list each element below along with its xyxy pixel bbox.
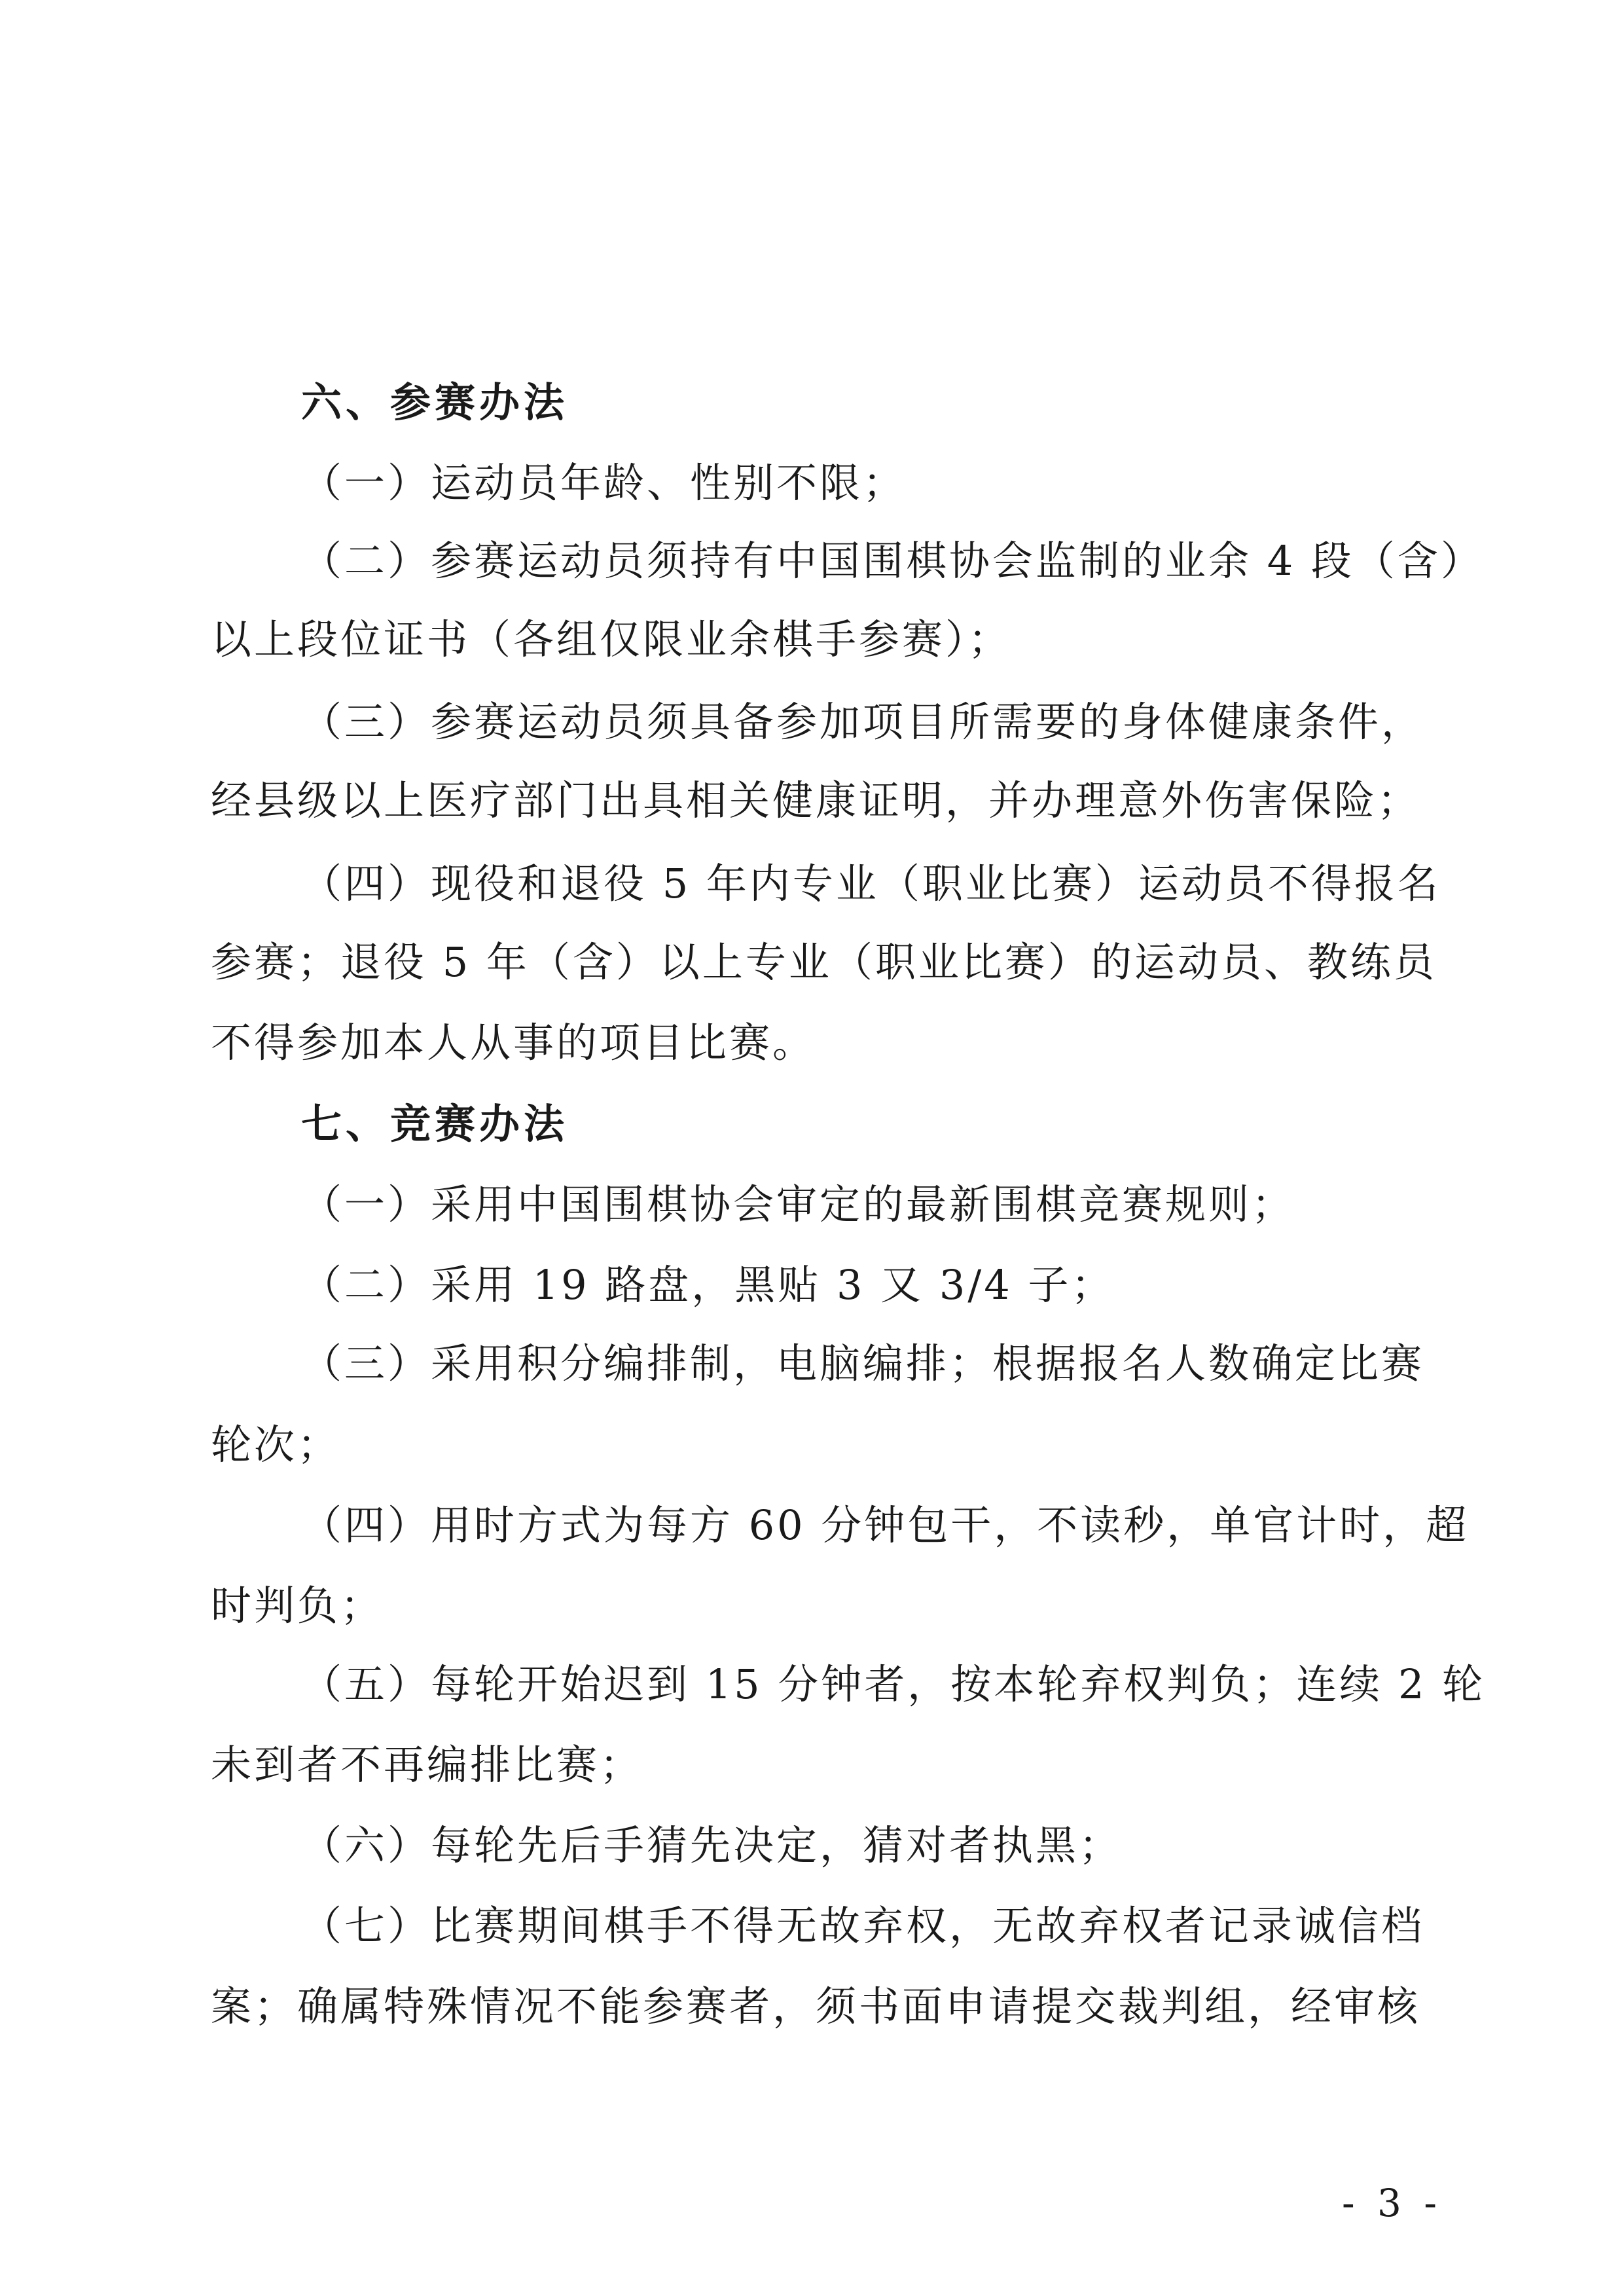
paragraph-line: （三）采用积分编排制，电脑编排；根据报名人数确定比赛 [301, 1339, 1425, 1387]
paragraph-line: （四）现役和退役 5 年内专业（职业比赛）运动员不得报名 [301, 860, 1441, 907]
paragraph-line: （六）每轮先后手猜先决定，猜对者执黑； [301, 1821, 1123, 1869]
page-number: - 3 - [1342, 2181, 1442, 2225]
paragraph-line: （七）比赛期间棋手不得无故弃权，无故弃权者记录诚信档 [301, 1902, 1425, 1950]
paragraph-line: 以上段位证书（各组仅限业余棋手参赛）； [211, 615, 1012, 663]
paragraph-line: 经县级以上医疗部门出具相关健康证明，并办理意外伤害保险； [211, 776, 1421, 824]
paragraph-line: （一）采用中国围棋协会审定的最新围棋竞赛规则； [301, 1180, 1295, 1228]
paragraph-line: 参赛；退役 5 年（含）以上专业（职业比赛）的运动员、教练员 [211, 938, 1437, 986]
paragraph-line: （二）参赛运动员须持有中国围棋协会监制的业余 4 段（含） [301, 537, 1484, 585]
paragraph-line: 不得参加本人从事的项目比赛。 [211, 1019, 816, 1066]
section-heading-participation: 六、参赛办法 [301, 378, 569, 426]
paragraph-line: 时判负； [211, 1582, 384, 1630]
paragraph-line: （一）运动员年龄、性别不限； [301, 459, 907, 507]
section-heading-competition: 七、竞赛办法 [301, 1100, 569, 1148]
paragraph-line: 轮次； [211, 1421, 341, 1468]
paragraph-line: （五）每轮开始迟到 15 分钟者，按本轮弃权判负；连续 2 轮 [301, 1660, 1486, 1708]
paragraph-line: （二）采用 19 路盘，黑贴 3 又 3/4 子； [301, 1261, 1115, 1309]
paragraph-line: 未到者不再编排比赛； [211, 1741, 643, 1789]
paragraph-line: （三）参赛运动员须具备参加项目所需要的身体健康条件， [301, 698, 1425, 746]
paragraph-line: 案；确属特殊情况不能参赛者，须书面申请提交裁判组，经审核 [211, 1982, 1421, 2030]
paragraph-line: （四）用时方式为每方 60 分钟包干，不读秒，单官计时，超 [301, 1501, 1470, 1549]
